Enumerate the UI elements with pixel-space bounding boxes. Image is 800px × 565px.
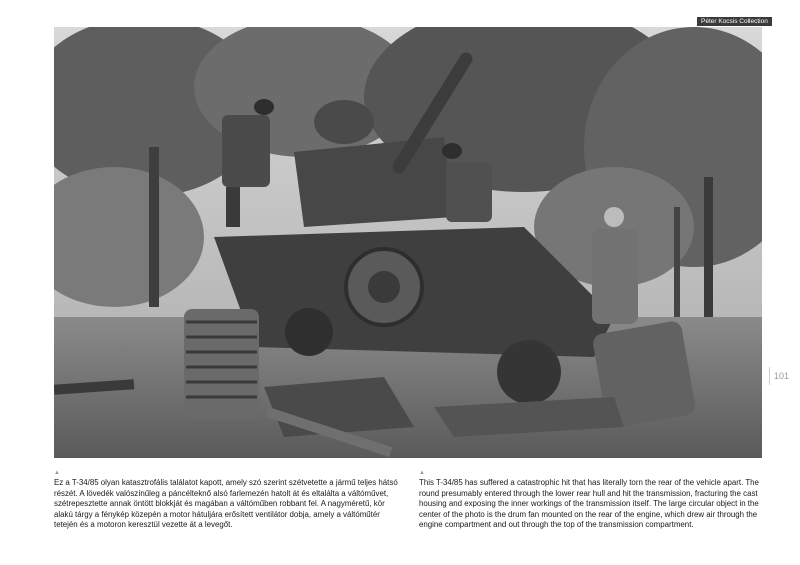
tank-wreck-photo-icon: [54, 27, 762, 458]
historical-photo: [54, 27, 762, 458]
caption-marker-en: ▲: [419, 470, 425, 476]
caption-marker-hu: ▲: [54, 470, 60, 476]
photo-credit: Péter Kocsis Collection: [697, 17, 772, 26]
page-number: 101: [769, 367, 793, 385]
caption-hungarian: Ez a T-34/85 olyan katasztrofális találatot kapott, amely szó szerint szétvetette a jármű teljes hátsó részét. A lövedék valószínűleg a páncélteknő alsó farlemezén hatolt át és eltalálta a váltóművet, szétrepesztette annak öntött blokkját és magában a váltóműben robbant fel. A nagyméretű, kör alakú tárgy a fénykép közepén a motor hátuljára erősített ventilátor dobja, amely a váltóműtér tetején és a motoron keresztül vezette át a levegőt.: [54, 478, 398, 530]
caption-english: This T-34/85 has suffered a catastrophic hit that has literally torn the rear of the vehicle apart. The round presumably entered through the lower rear hull and hit the transmission, fracturing the cast housing and exposing the inner workings of the transmission itself. The large circular object in the center of the photo is the drum fan mounted on the rear of the engine, which drew air through the engine compartment and out through the top of the transmission compartment.: [419, 478, 759, 530]
